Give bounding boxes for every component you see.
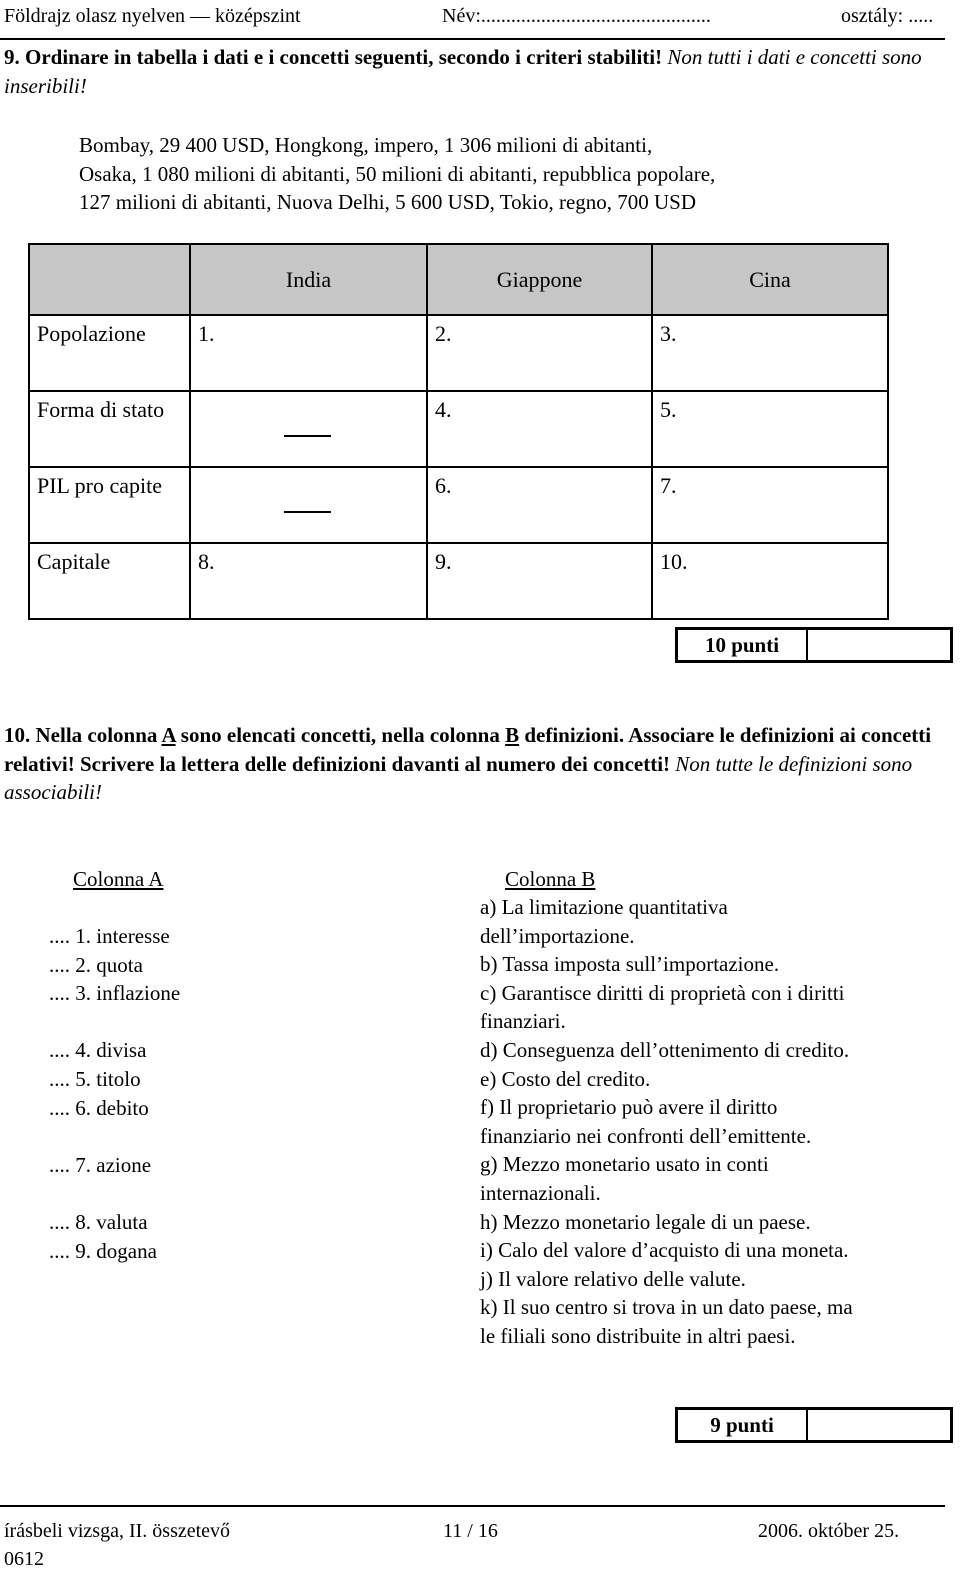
footer-date: 2006. október 25. [758, 1520, 900, 1542]
definition-line: c) Garantisce diritti di proprietà con i diritti [480, 980, 845, 1005]
concept-item: .... 2. quota [49, 952, 143, 977]
q9-number: 9. [4, 45, 20, 69]
answer-cell[interactable]: 10. [652, 543, 888, 619]
answer-cell[interactable]: 2. [427, 315, 652, 391]
answer-cell[interactable]: 1. [190, 315, 427, 391]
row-label: Capitale [29, 543, 190, 619]
definition-line: h) Mezzo monetario legale di un paese. [480, 1209, 811, 1234]
column-header-cina: Cina [652, 244, 888, 315]
q9-word-bank [79, 131, 939, 217]
concept-list [49, 922, 180, 1265]
definition-line: k) Il suo centro si trova in un dato paese, ma [480, 1295, 853, 1320]
concept-item: .... 3. inflazione [49, 981, 181, 1006]
answer-cell[interactable]: 3. [652, 315, 888, 391]
answer-cell[interactable]: 6. [427, 467, 652, 543]
q9-note: Non tutti i dati e concetti sono inseribili! [4, 45, 922, 98]
concept-item: .... 1. interesse [49, 924, 170, 948]
definition-line: finanziari. [480, 1009, 566, 1034]
definition-line: le filiali sono distribuite in altri paesi. [480, 1323, 796, 1348]
blank-cell [190, 391, 427, 467]
definition-line: d) Conseguenza dell’ottenimento di credito. [480, 1037, 850, 1062]
q9-word-line: Bombay, 29 400 USD, Hongkong, impero, 1 306 milioni di abitanti, [79, 133, 653, 157]
definition-line: finanziario nei confronti dell’emittente. [480, 1123, 812, 1148]
table-row [29, 315, 888, 391]
definition-line: i) Calo del valore d’acquisto di una moneta. [480, 1238, 849, 1263]
column-a-title: Colonna A [73, 867, 164, 891]
answer-cell[interactable]: 4. [427, 391, 652, 467]
q9-prompt [4, 43, 944, 100]
q9-table [28, 243, 889, 620]
definition-line: g) Mezzo monetario usato in conti [480, 1152, 769, 1177]
definition-line: a) La limitazione quantitativa [480, 895, 728, 919]
q10-prompt-part: sono elencati concetti, nella colonna [180, 723, 500, 747]
q10-prompt [4, 721, 944, 807]
footer-page-number: 11 / 16 [443, 1520, 498, 1542]
column-header-giappone: Giappone [427, 244, 652, 315]
definition-line: dell’importazione. [480, 923, 635, 948]
answer-cell[interactable]: 7. [652, 467, 888, 543]
definition-line: j) Il valore relativo delle valute. [480, 1266, 746, 1291]
header-subject: Földrajz olasz nyelven — középszint [4, 5, 301, 27]
q10-column-a-letter: A [161, 723, 176, 747]
q10-prompt-part: definizioni. Associare le definizioni ai concetti relativi! Scrivere la lettera delle definizioni davanti al numero dei concetti! [4, 723, 932, 776]
header-name-field: Név:.............................................. [442, 5, 711, 27]
table-corner [29, 244, 190, 315]
concept-item: .... 7. azione [49, 1152, 152, 1177]
answer-cell[interactable]: 5. [652, 391, 888, 467]
q9-instruction: Ordinare in tabella i dati e i concetti seguenti, secondo i criteri stabiliti! [25, 45, 663, 69]
row-label: Popolazione [29, 315, 190, 391]
definition-line: internazionali. [480, 1180, 601, 1205]
concept-item: .... 5. titolo [49, 1066, 141, 1091]
page-footer [0, 1505, 945, 1570]
blank-line [284, 511, 331, 513]
definition-line: f) Il proprietario può avere il diritto [480, 1095, 778, 1120]
answer-cell[interactable]: 8. [190, 543, 427, 619]
definition-line: b) Tassa imposta sull’importazione. [480, 952, 780, 977]
table-row [29, 391, 888, 467]
footer-exam: írásbeli vizsga, II. összetevő [4, 1520, 231, 1542]
footer-code: 0612 [4, 1548, 44, 1570]
score-label: 10 punti [678, 630, 808, 660]
q10-score-box [675, 1407, 953, 1443]
column-b-title: Colonna B [505, 867, 596, 891]
row-label: Forma di stato [29, 391, 190, 467]
concept-item: .... 8. valuta [49, 1209, 148, 1234]
blank-cell [190, 467, 427, 543]
concept-item: .... 6. debito [49, 1095, 149, 1120]
definition-list [480, 893, 940, 1351]
column-header-india: India [190, 244, 427, 315]
q9-word-line: 127 milioni di abitanti, Nuova Delhi, 5 600 USD, Tokio, regno, 700 USD [79, 190, 697, 214]
table-row [29, 543, 888, 619]
q9-score-box [675, 627, 953, 663]
answer-cell[interactable]: 9. [427, 543, 652, 619]
concept-item: .... 4. divisa [49, 1038, 147, 1063]
blank-line [284, 435, 331, 437]
definition-line: e) Costo del credito. [480, 1066, 651, 1091]
concept-item: .... 9. dogana [49, 1238, 157, 1263]
row-label: PIL pro capite [29, 467, 190, 543]
q10-note: Non tutte le definizioni sono associabili! [4, 751, 913, 804]
table-row [29, 467, 888, 543]
header-class-field: osztály: ..... [841, 5, 934, 27]
q9-word-line: Osaka, 1 080 milioni di abitanti, 50 milioni di abitanti, repubblica popolare, [79, 161, 716, 186]
page-header [0, 0, 945, 40]
q10-column-b-letter: B [505, 723, 520, 747]
score-label: 9 punti [678, 1410, 808, 1440]
q10-prompt-part: 10. Nella colonna [4, 723, 158, 747]
